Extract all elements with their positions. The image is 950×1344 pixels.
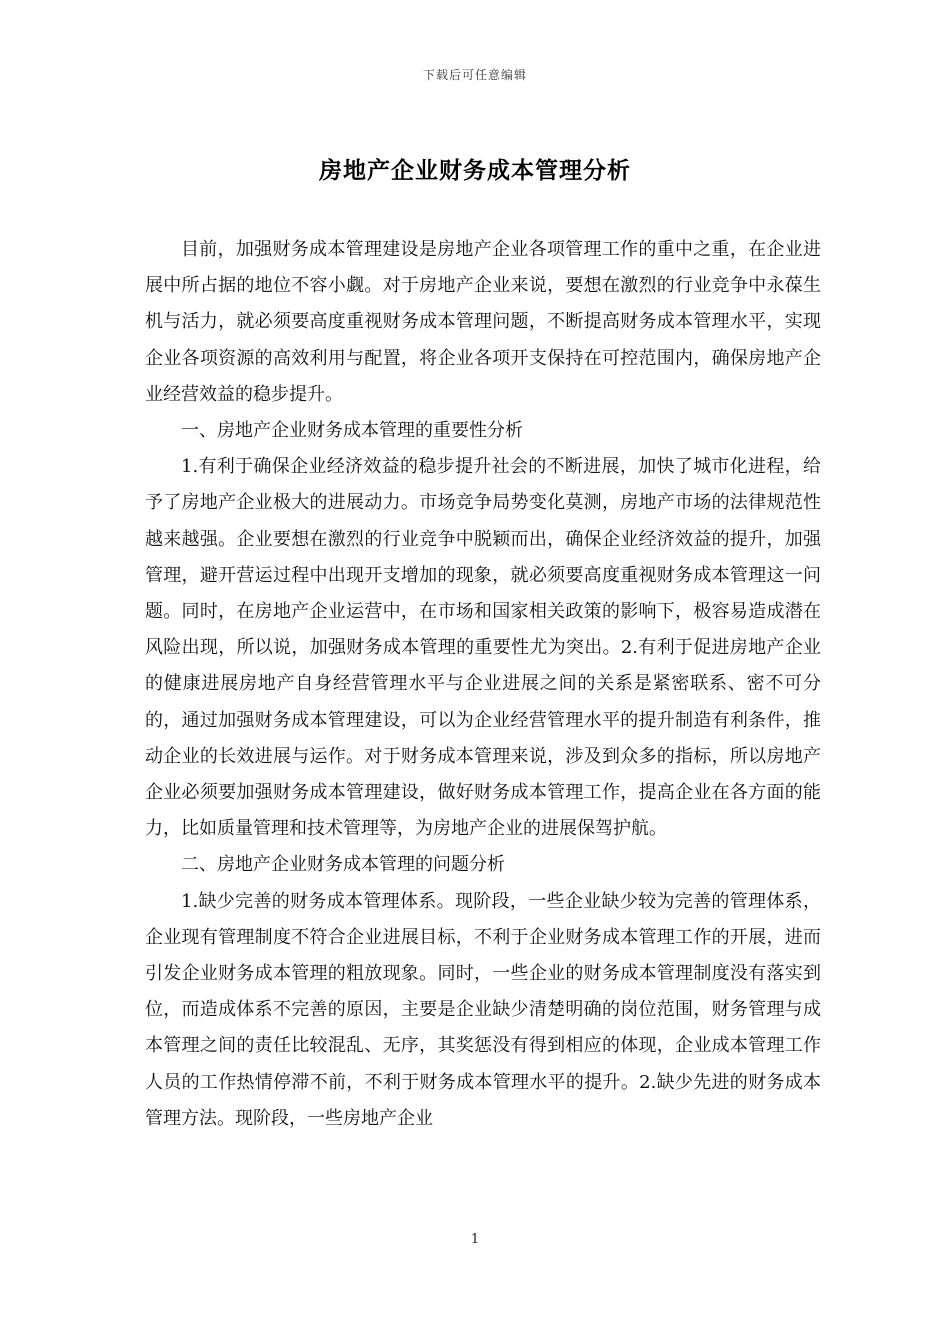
section-heading-2: 二、房地产企业财务成本管理的问题分析: [181, 854, 505, 876]
section-heading-1: 一、房地产企业财务成本管理的重要性分析: [181, 420, 523, 442]
page-number: 1: [470, 1232, 480, 1247]
paragraph-problems: 1.缺少完善的财务成本管理体系。现阶段，一些企业缺少较为完善的管理体系，企业现有管理制度不符合企业进展目标，不利于企业财务成本管理工作的开展，进而引发企业财务成本管理的粗放现象。同时，一些企业的财务成本管理制度没有落实到位，而造成体系不完善的原因，主要是企业缺少清楚明确的岗位范围，财务管理与成本管理之间的责任比较混乱、无序，其奖惩没有得到相应的体现，企业成本管理工作人员的工作热情停滞不前，不利于财务成本管理水平的提升。2.缺少先进的财务成本管理方法。现阶段，一些房地产企业: [145, 890, 821, 1129]
paragraph-intro: 目前，加强财务成本管理建设是房地产企业各项管理工作的重中之重，在企业进展中所占据的地位不容小觑。对于房地产企业来说，要想在激烈的行业竞争中永葆生机与活力，就必须要高度重视财务成本管理问题，不断提高财务成本管理水平，实现企业各项资源的高效利用与配置，将企业各项开支保持在可控范围内，确保房地产企业经营效益的稳步提升。: [145, 239, 821, 405]
paragraph-importance: 1.有利于确保企业经济效益的稳步提升社会的不断进展，加快了城市化进程，给予了房地产企业极大的进展动力。市场竞争局势变化莫测，房地产市场的法律规范性越来越强。企业要想在激烈的行业竞争中脱颖而出，确保企业经济效益的提升，加强管理，避开营运过程中出现开支增加的现象，就必须要高度重视财务成本管理这一问题。同时，在房地产企业运营中，在市场和国家相关政策的影响下，极容易造成潜在风险出现，所以说，加强财务成本管理的重要性尤为突出。2.有利于促进房地产企业的健康进展房地产自身经营管理水平与企业进展之间的关系是紧密联系、密不可分的，通过加强财务成本管理建设，可以为企业经营管理水平的提升制造有利条件，推动企业的长效进展与运作。对于财务成本管理来说，涉及到众多的指标，所以房地产企业必须要加强财务成本管理建设，做好财务成本管理工作，提高企业在各方面的能力，比如质量管理和技术管理等，为房地产企业的进展保驾护航。: [145, 456, 821, 840]
body-text: [145, 232, 821, 1137]
document-title: 房地产企业财务成本管理分析: [319, 157, 631, 184]
header-note: 下载后可任意编辑: [422, 68, 527, 82]
